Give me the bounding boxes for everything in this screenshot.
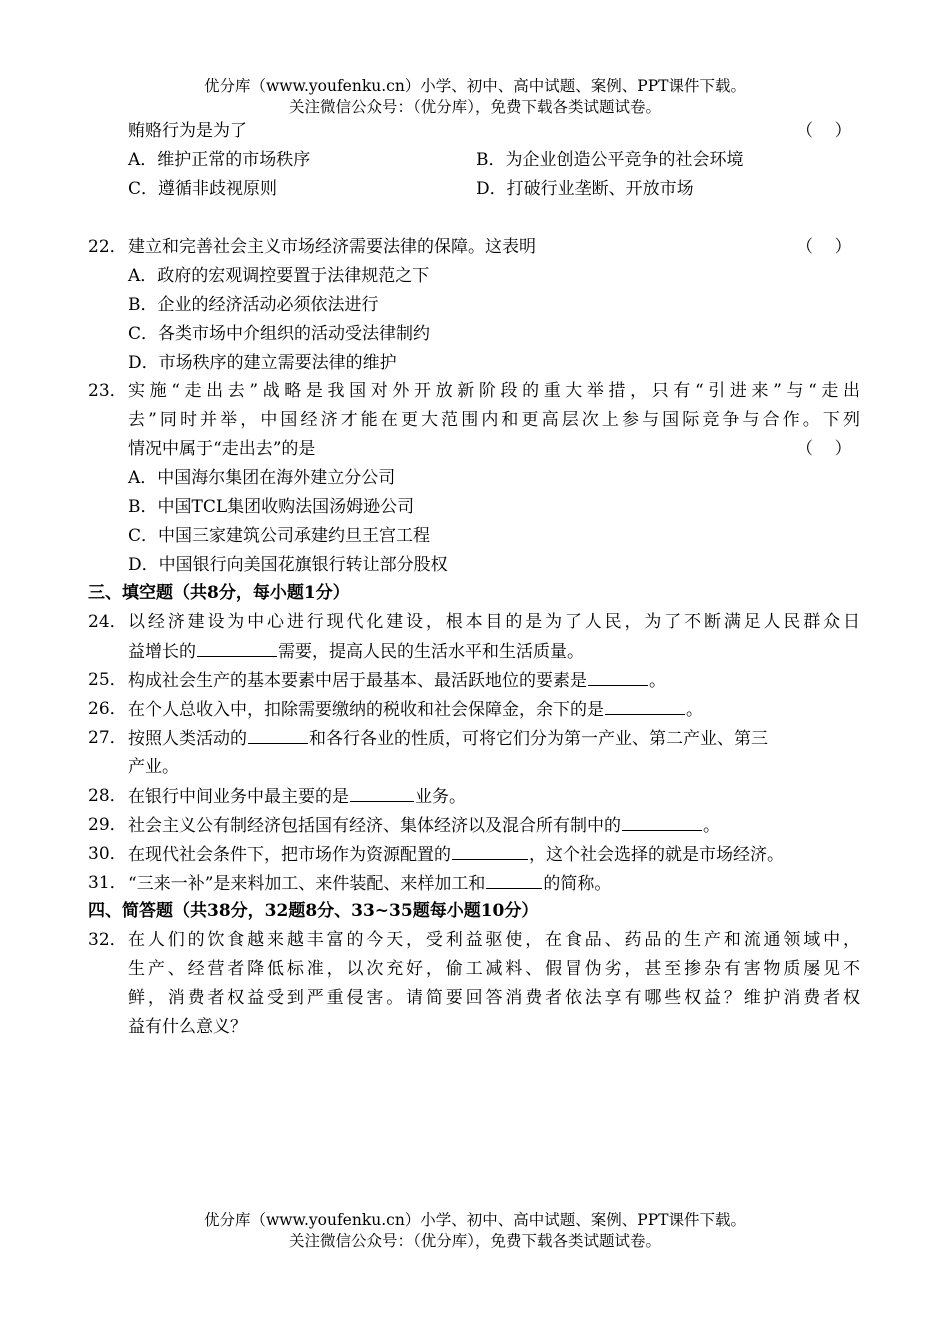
q29-text-after-blank: 。 (703, 816, 720, 836)
q28-text-after-blank: 业务。 (415, 787, 466, 807)
q32-line-1: 在人们的饮食越来越丰富的今天，受利益驱使，在食品、药品的生产和流通领域中， (128, 930, 860, 950)
q32-number: 32． (88, 930, 127, 950)
q23-option-b: B．中国TCL集团收购法国汤姆逊公司 (128, 497, 415, 517)
q29-text-before-blank: 社会主义公有制经济包括国有经济、集体经济以及混合所有制中的 (128, 816, 621, 836)
q25-line (128, 667, 666, 693)
q30-line (128, 841, 784, 867)
q27-text-before-blank: 按照人类活动的 (128, 729, 247, 749)
page-footer (0, 1210, 950, 1252)
q32-line-4: 益有什么意义？ (128, 1017, 247, 1037)
q29-line (128, 812, 720, 838)
q31-blank[interactable] (486, 870, 542, 889)
q21-option-b: B．为企业创造公平竞争的社会环境 (476, 150, 744, 170)
q21-option-c: C．遵循非歧视原则 (128, 179, 278, 199)
section-3-title: 三、填空题（共8分，每小题1分） (88, 583, 350, 603)
q22-option-b: B．企业的经济活动必须依法进行 (128, 295, 379, 315)
q22-option-d: D．市场秩序的建立需要法律的维护 (128, 353, 397, 373)
q24-number: 24． (88, 612, 127, 632)
q28-text-before-blank: 在银行中间业务中最主要的是 (128, 787, 349, 807)
q23-option-a: A．中国海尔集团在海外建立分公司 (128, 468, 396, 488)
q31-text-after-blank: 的简称。 (543, 874, 612, 894)
q27-line-2: 产业。 (128, 757, 179, 777)
q25-blank[interactable] (588, 667, 648, 686)
q27-blank[interactable] (248, 725, 308, 744)
q32-line-2: 生产、经营者降低标准，以次充好，偷工减料、假冒伪劣，甚至掺杂有害物质屡见不 (128, 959, 860, 979)
q24-line-2 (128, 638, 584, 664)
q26-text-before-blank: 在个人总收入中，扣除需要缴纳的税收和社会保障金，余下的是 (128, 700, 604, 720)
header-line-2: 关注微信公众号：（优分库），免费下载各类试题试卷。 (288, 98, 661, 116)
q29-blank[interactable] (622, 812, 702, 831)
footer-line-2: 关注微信公众号：（优分库），免费下载各类试题试卷。 (288, 1232, 661, 1250)
q23-stem-line-3: 情况中属于“走出去”的是 (128, 439, 316, 459)
q30-blank[interactable] (452, 841, 528, 860)
q21-stem: 贿赂行为是为了 (128, 121, 247, 141)
q26-text-after-blank: 。 (686, 700, 703, 720)
q30-number: 30． (88, 844, 127, 864)
q28-line (128, 783, 466, 809)
q28-blank[interactable] (350, 783, 414, 802)
q30-text-after-blank: ，这个社会选择的就是市场经济。 (529, 845, 784, 865)
q24-blank[interactable] (197, 638, 277, 657)
q27-line-1 (128, 725, 768, 751)
q29-number: 29． (88, 815, 127, 835)
q26-line (128, 696, 703, 722)
q22-number: 22． (88, 237, 127, 257)
q22-answer-paren: （ ） (796, 237, 852, 257)
section-4-title: 四、简答题（共38分，32题8分、33~35题每小题10分） (88, 901, 539, 921)
q21-answer-paren: （ ） (796, 121, 852, 141)
header-line-1: 优分库（www.youfenku.cn）小学、初中、高中试题、案例、PPT课件下载。 (203, 77, 747, 95)
q23-stem-line-1: 实施“走出去”战略是我国对外开放新阶段的重大举措，只有“引进来”与“走出 (128, 381, 861, 401)
q23-stem-line-2: 去”同时并举，中国经济才能在更大范围内和更高层次上参与国际竞争与合作。下列 (128, 410, 860, 430)
q25-number: 25． (88, 670, 127, 690)
q30-text-before-blank: 在现代社会条件下，把市场作为资源配置的 (128, 845, 451, 865)
q23-option-c: C．中国三家建筑公司承建约旦王宫工程 (128, 526, 431, 546)
q21-option-d: D．打破行业垄断、开放市场 (476, 179, 694, 199)
q22-option-a: A．政府的宏观调控要置于法律规范之下 (128, 266, 430, 286)
q27-number: 27． (88, 728, 127, 748)
q25-text-after-blank: 。 (649, 671, 666, 691)
footer-line-1: 优分库（www.youfenku.cn）小学、初中、高中试题、案例、PPT课件下载。 (203, 1211, 747, 1229)
q23-option-d: D．中国银行向美国花旗银行转让部分股权 (128, 555, 448, 575)
page-header (0, 76, 950, 118)
q24-line-1: 以经济建设为中心进行现代化建设，根本目的是为了人民，为了不断满足人民群众日 (128, 612, 860, 632)
q21-option-a: A．维护正常的市场秩序 (128, 150, 311, 170)
q23-answer-paren: （ ） (796, 439, 852, 459)
q26-number: 26． (88, 699, 127, 719)
q31-text-before-blank: “三来一补”是来料加工、来件装配、来样加工和 (128, 874, 486, 894)
q25-text-before-blank: 构成社会生产的基本要素中居于最基本、最活跃地位的要素是 (128, 671, 587, 691)
q22-option-c: C．各类市场中介组织的活动受法律制约 (128, 324, 431, 344)
q24-text-before-blank: 益增长的 (128, 642, 196, 662)
q28-number: 28． (88, 786, 127, 806)
q31-number: 31． (88, 873, 127, 893)
q27-text-after-blank: 和各行各业的性质，可将它们分为第一产业、第二产业、第三 (309, 729, 768, 749)
q32-line-3: 鲜，消费者权益受到严重侵害。请简要回答消费者依法享有哪些权益？维护消费者权 (128, 988, 860, 1008)
q24-text-after-blank: 需要，提高人民的生活水平和生活质量。 (278, 642, 584, 662)
q31-line (128, 870, 611, 896)
q23-number: 23． (88, 381, 127, 401)
q22-stem: 建立和完善社会主义市场经济需要法律的保障。这表明 (128, 237, 536, 257)
q26-blank[interactable] (605, 696, 685, 715)
